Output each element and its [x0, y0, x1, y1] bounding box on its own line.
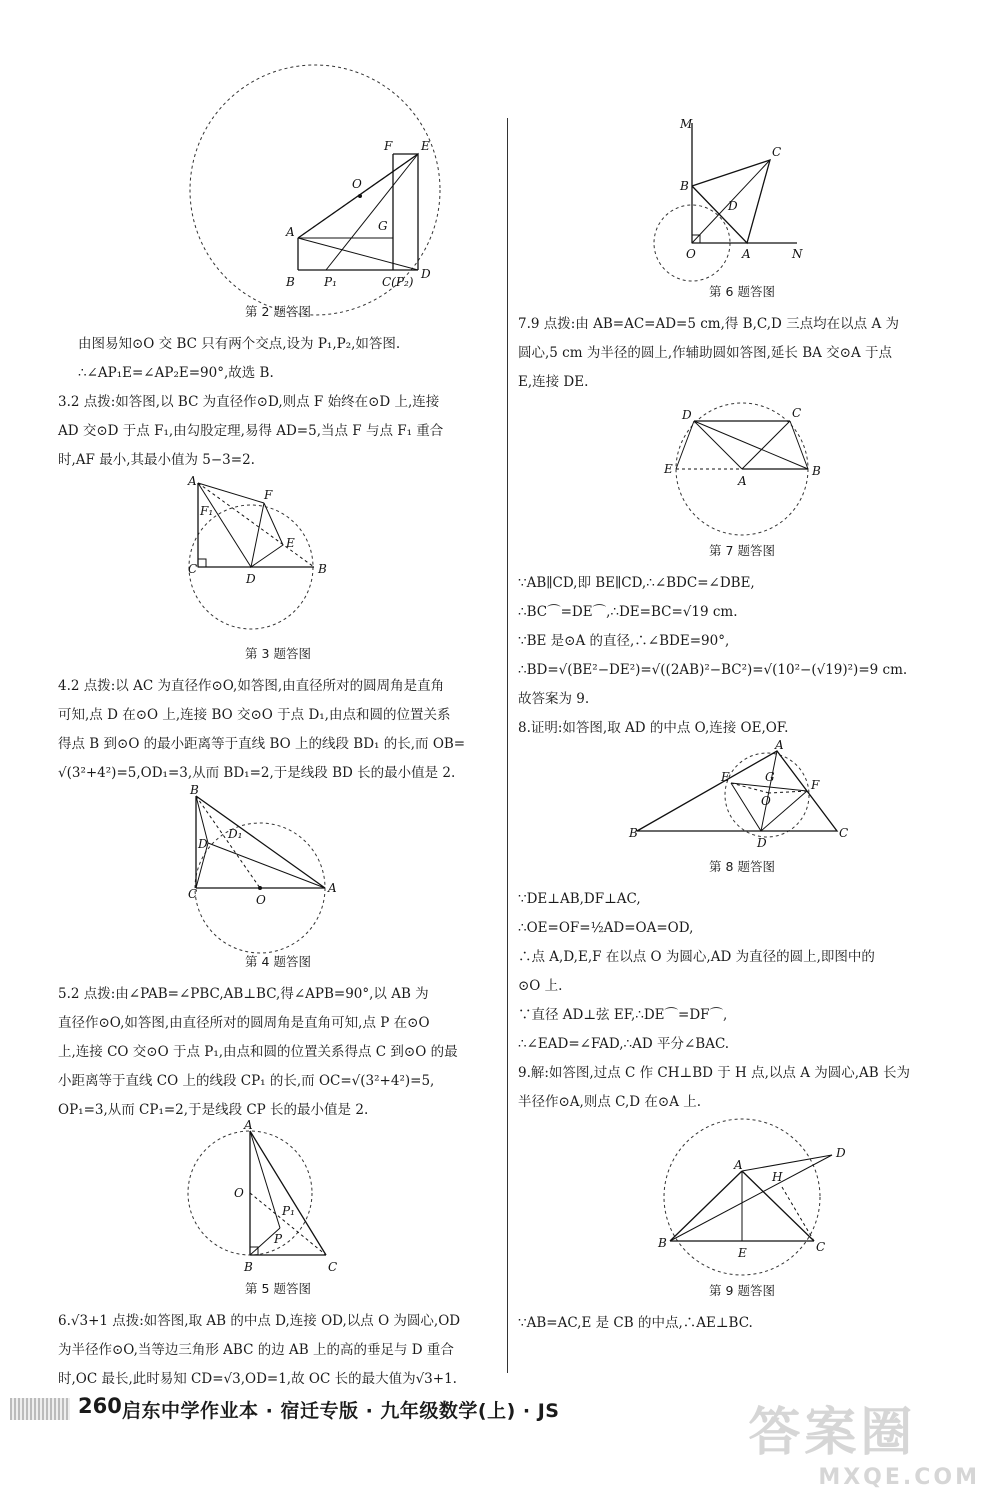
- text-line: ∴∠AP₁E=∠AP₂E=90°,故选 B.: [78, 365, 274, 381]
- svg-text:O: O: [352, 177, 362, 191]
- svg-text:O: O: [234, 1186, 244, 1200]
- svg-text:B: B: [286, 275, 295, 289]
- text-line: ∴BC⌒=DE⌒,∴DE=BC=√19 cm.: [518, 604, 738, 620]
- svg-text:D: D: [728, 199, 738, 213]
- text-line: AD 交⊙D 于点 F₁,由勾股定理,易得 AD=5,当点 F 与点 F₁ 重合: [58, 423, 444, 439]
- text-line: 圆心,5 cm 为半径的圆上,作辅助圆如答图,延长 BA 交⊙A 于点: [518, 345, 893, 361]
- figure-q6: [652, 118, 832, 278]
- svg-text:A: A: [328, 881, 337, 895]
- svg-text:P₁: P₁: [282, 1204, 295, 1218]
- svg-text:D: D: [757, 836, 767, 850]
- figure-caption: 第 2 题答图: [245, 304, 311, 319]
- svg-text:O: O: [256, 893, 266, 907]
- figure-caption: 第 5 题答图: [245, 1281, 311, 1296]
- text-line: 故答案为 9.: [518, 691, 590, 707]
- text-line: OP₁=3,从而 CP₁=2,于是线段 CP 长的最小值是 2.: [58, 1102, 369, 1118]
- svg-text:B: B: [812, 464, 821, 478]
- text-line: 9.解:如答图,过点 C 作 CH⊥BD 于 H 点,以点 A 为圆心,AB 长为: [518, 1065, 910, 1081]
- svg-text:H: H: [772, 1170, 783, 1184]
- figure-caption: 第 7 题答图: [709, 543, 775, 558]
- text-line: 上,连接 CO 交⊙O 于点 P₁,由点和圆的位置关系得点 C 到⊙O 的最: [58, 1044, 458, 1060]
- figure-q9: [632, 1117, 852, 1277]
- svg-text:C: C: [792, 406, 802, 420]
- text-line: E,连接 DE.: [518, 374, 589, 390]
- svg-text:C: C: [772, 145, 782, 159]
- svg-text:C: C: [188, 887, 198, 901]
- svg-text:A: A: [286, 225, 295, 239]
- text-line: ∵直径 AD⊥弦 EF,∴DE⌒=DF⌒,: [518, 1007, 728, 1023]
- text-line: ⊙O 上.: [518, 978, 563, 994]
- svg-text:E: E: [738, 1246, 747, 1260]
- watermark-logo: 答案圈 MXQE.COM: [748, 1403, 980, 1490]
- svg-text:P: P: [274, 1232, 283, 1246]
- svg-text:G: G: [378, 219, 388, 233]
- svg-text:A: A: [738, 474, 747, 488]
- text-line: ∵AB=AC,E 是 CB 的中点,∴AE⊥BC.: [518, 1315, 753, 1331]
- text-line: ∴∠EAD=∠FAD,∴AD 平分∠BAC.: [518, 1036, 730, 1052]
- svg-text:O: O: [761, 794, 771, 808]
- footer-barcode-icon: [10, 1398, 70, 1420]
- svg-text:A: A: [244, 1118, 253, 1132]
- text-line: 为半径作⊙O,当等边三角形 ABC 的边 AB 上的高的垂足与 D 重合: [58, 1342, 454, 1358]
- text-line: ∴点 A,D,E,F 在以点 O 为圆心,AD 为直径的圆上,即图中的: [518, 949, 875, 965]
- svg-text:E: E: [421, 139, 430, 153]
- figure-caption: 第 6 题答图: [709, 284, 775, 299]
- text-line: 4.2 点拨:以 AC 为直径作⊙O,如答图,由直径所对的圆周角是直角: [58, 678, 445, 694]
- text-line: √(3²+4²)=5,OD₁=3,从而 BD₁=2,于是线段 BD 长的最小值是 2.: [58, 765, 456, 781]
- svg-text:F: F: [264, 488, 273, 502]
- text-line: 5.2 点拨:由∠PAB=∠PBC,AB⊥BC,得∠APB=90°,以 AB 为: [58, 986, 429, 1002]
- svg-text:A: A: [188, 474, 197, 488]
- svg-text:F: F: [384, 139, 393, 153]
- text-line: 3.2 点拨:如答图,以 BC 为直径作⊙D,则点 F 始终在⊙D 上,连接: [58, 394, 440, 410]
- text-line: ∴BD=√(BE²−DE²)=√((2AB)²−BC²)=√(10²−(√19)²)=9 cm.: [518, 662, 908, 678]
- svg-text:G: G: [765, 770, 775, 784]
- text-line: 得点 B 到⊙O 的最小距离等于直线 BO 上的线段 BD₁ 的长,而 OB=: [58, 736, 466, 752]
- svg-text:C(P₂): C(P₂): [382, 275, 414, 289]
- text-line: ∵BE 是⊙A 的直径,∴∠BDE=90°,: [518, 633, 730, 649]
- svg-text:O: O: [686, 247, 696, 261]
- text-line: 可知,点 D 在⊙O 上,连接 BO 交⊙O 于点 D₁,由点和圆的位置关系: [58, 707, 451, 723]
- text-line: 半径作⊙A,则点 C,D 在⊙A 上.: [518, 1094, 702, 1110]
- svg-text:D: D: [682, 408, 692, 422]
- svg-text:C: C: [188, 562, 198, 576]
- svg-text:B: B: [244, 1260, 253, 1274]
- text-line: 时,AF 最小,其最小值为 5−3=2.: [58, 452, 255, 468]
- svg-text:D₁: D₁: [228, 827, 243, 841]
- svg-text:P₁: P₁: [324, 275, 337, 289]
- svg-text:F₁: F₁: [200, 504, 214, 518]
- book-title: 启东中学作业本 · 宿迁专版 · 九年级数学(上) · JS: [122, 1400, 560, 1422]
- text-line: ∴OE=OF=½AD=OA=OD,: [518, 920, 694, 936]
- svg-text:A: A: [742, 247, 751, 261]
- text-line: ∵DE⊥AB,DF⊥AC,: [518, 891, 641, 907]
- text-line: 6.√3+1 点拨:如答图,取 AB 的中点 D,连接 OD,以点 O 为圆心,OD: [58, 1313, 461, 1329]
- figure-q3: [188, 475, 368, 640]
- text-line: 由图易知⊙O 交 BC 只有两个交点,设为 P₁,P₂,如答图.: [78, 336, 401, 352]
- svg-text:N: N: [792, 247, 803, 261]
- svg-text:E: E: [286, 536, 295, 550]
- svg-text:A: A: [775, 738, 784, 752]
- text-line: 小距离等于直线 CO 上的线段 CP₁ 的长,而 OC=√(3²+4²)=5,: [58, 1073, 435, 1089]
- svg-text:B: B: [190, 783, 199, 797]
- svg-text:E: E: [664, 462, 673, 476]
- svg-text:D: D: [198, 837, 208, 851]
- svg-text:C: C: [816, 1240, 826, 1254]
- figure-caption: 第 9 题答图: [709, 1283, 775, 1298]
- figure-q4: [188, 783, 368, 948]
- svg-text:A: A: [734, 1158, 743, 1172]
- figure-caption: 第 3 题答图: [245, 646, 311, 661]
- figure-caption: 第 4 题答图: [245, 954, 311, 969]
- svg-text:F: F: [811, 778, 820, 792]
- figure-q8: [627, 738, 857, 853]
- text-line: 7.9 点拨:由 AB=AC=AD=5 cm,得 B,C,D 三点均在以点 A 为: [518, 316, 899, 332]
- page-number: 260: [78, 1394, 122, 1418]
- figure-q7: [642, 397, 842, 537]
- svg-text:B: B: [629, 826, 638, 840]
- text-line: ∵AB∥CD,即 BE∥CD,∴∠BDC=∠DBE,: [518, 575, 755, 591]
- column-divider: [507, 118, 508, 1373]
- figure-q2: [128, 118, 431, 298]
- svg-text:C: C: [328, 1260, 338, 1274]
- svg-text:D: D: [246, 572, 256, 586]
- text-line: 时,OC 最长,此时易知 CD=√3,OD=1,故 OC 长的最大值为√3+1.: [58, 1371, 457, 1387]
- text-line: 直径作⊙O,如答图,由直径所对的圆周角是直角可知,点 P 在⊙O: [58, 1015, 430, 1031]
- figure-caption: 第 8 题答图: [709, 859, 775, 874]
- svg-text:E: E: [721, 770, 730, 784]
- text-line: 8.证明:如答图,取 AD 的中点 O,连接 OE,OF.: [518, 720, 789, 736]
- svg-text:D: D: [421, 267, 431, 281]
- svg-text:B: B: [658, 1236, 667, 1250]
- figure-q5: [178, 1118, 378, 1275]
- svg-text:D: D: [836, 1146, 846, 1160]
- left-column: [58, 118, 498, 1394]
- svg-text:C: C: [839, 826, 849, 840]
- svg-text:B: B: [318, 562, 327, 576]
- right-column: [518, 118, 966, 1338]
- svg-text:M: M: [680, 117, 693, 131]
- svg-text:B: B: [680, 179, 689, 193]
